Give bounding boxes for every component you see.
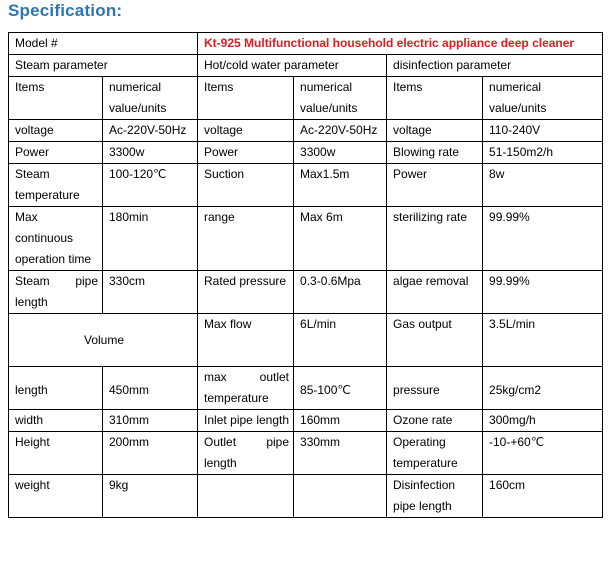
table-cell: Rated pressure xyxy=(198,271,294,314)
table-cell: 3300w xyxy=(103,142,198,164)
model-label: Model # xyxy=(9,33,198,55)
table-cell: Gas output xyxy=(387,314,483,367)
header-value: numerical value/units xyxy=(483,77,603,120)
table-cell: 99.99% xyxy=(483,271,603,314)
table-row xyxy=(9,367,603,410)
table-row xyxy=(9,432,603,475)
table-cell: Max flow xyxy=(198,314,294,367)
table-cell: max outlet temperature xyxy=(198,367,294,410)
table-cell: Ozone rate xyxy=(387,410,483,432)
table-cell: sterilizing rate xyxy=(387,207,483,271)
table-cell: 100-120℃ xyxy=(103,164,198,207)
table-cell: 300mg/h xyxy=(483,410,603,432)
table-cell: 6L/min xyxy=(294,314,387,367)
table-cell: -10-+60℃ xyxy=(483,432,603,475)
table-cell: 200mm xyxy=(103,432,198,475)
page-title: Specification: xyxy=(8,1,123,20)
table-cell: Disinfection pipe length xyxy=(387,475,483,518)
table-cell: voltage xyxy=(198,120,294,142)
section-water: Hot/cold water parameter xyxy=(198,55,387,77)
table-row xyxy=(9,475,603,518)
table-cell: algae removal xyxy=(387,271,483,314)
table-cell: Steam pipe length xyxy=(9,271,103,314)
header-items: Items xyxy=(9,77,103,120)
table-cell: Inlet pipe length xyxy=(198,410,294,432)
table-cell: 450mm xyxy=(103,367,198,410)
table-row xyxy=(9,314,603,367)
table-cell: Power xyxy=(9,142,103,164)
table-row xyxy=(9,120,603,142)
table-cell: 180min xyxy=(103,207,198,271)
table-cell: 25kg/cm2 xyxy=(483,367,603,410)
table-cell: Max continuous operation time xyxy=(9,207,103,271)
section-header-row xyxy=(9,55,603,77)
specification-table xyxy=(8,32,603,518)
table-cell: voltage xyxy=(9,120,103,142)
table-cell: weight xyxy=(9,475,103,518)
table-cell: 51-150m2/h xyxy=(483,142,603,164)
table-cell: 8w xyxy=(483,164,603,207)
table-cell: Max 6m xyxy=(294,207,387,271)
table-cell: Ac-220V-50Hz xyxy=(103,120,198,142)
header-items: Items xyxy=(387,77,483,120)
table-cell: Ac-220V-50Hz xyxy=(294,120,387,142)
model-value: Kt-925 Multifunctional household electric appliance deep cleaner xyxy=(198,33,603,55)
table-cell: Power xyxy=(387,164,483,207)
table-row xyxy=(9,164,603,207)
table-cell: Steam temperature xyxy=(9,164,103,207)
table-cell: pressure xyxy=(387,367,483,410)
table-cell: 9kg xyxy=(103,475,198,518)
table-cell: length xyxy=(9,367,103,410)
table-row xyxy=(9,207,603,271)
table-cell: Max1.5m xyxy=(294,164,387,207)
table-cell xyxy=(294,475,387,518)
table-cell: range xyxy=(198,207,294,271)
table-row xyxy=(9,142,603,164)
table-cell: voltage xyxy=(387,120,483,142)
column-header-row xyxy=(9,77,603,120)
header-items: Items xyxy=(198,77,294,120)
table-cell: Power xyxy=(198,142,294,164)
table-cell: Outlet pipe length xyxy=(198,432,294,475)
table-cell: 85-100℃ xyxy=(294,367,387,410)
table-cell: 3.5L/min xyxy=(483,314,603,367)
table-cell: 310mm xyxy=(103,410,198,432)
table-cell: 3300w xyxy=(294,142,387,164)
table-cell: width xyxy=(9,410,103,432)
header-value: numerical value/units xyxy=(294,77,387,120)
table-row xyxy=(9,410,603,432)
table-cell: 99.99% xyxy=(483,207,603,271)
model-row xyxy=(9,33,603,55)
section-disinfection: disinfection parameter xyxy=(387,55,603,77)
table-cell: 160mm xyxy=(294,410,387,432)
table-cell: Suction xyxy=(198,164,294,207)
table-cell: 0.3-0.6Mpa xyxy=(294,271,387,314)
table-cell: 330mm xyxy=(294,432,387,475)
table-row xyxy=(9,271,603,314)
table-cell: 330cm xyxy=(103,271,198,314)
table-cell: Operating temperature xyxy=(387,432,483,475)
table-cell xyxy=(198,475,294,518)
header-value: numerical value/units xyxy=(103,77,198,120)
volume-header: Volume xyxy=(9,314,198,367)
table-cell: 160cm xyxy=(483,475,603,518)
section-steam: Steam parameter xyxy=(9,55,198,77)
table-cell: 110-240V xyxy=(483,120,603,142)
table-cell: Blowing rate xyxy=(387,142,483,164)
table-cell: Height xyxy=(9,432,103,475)
